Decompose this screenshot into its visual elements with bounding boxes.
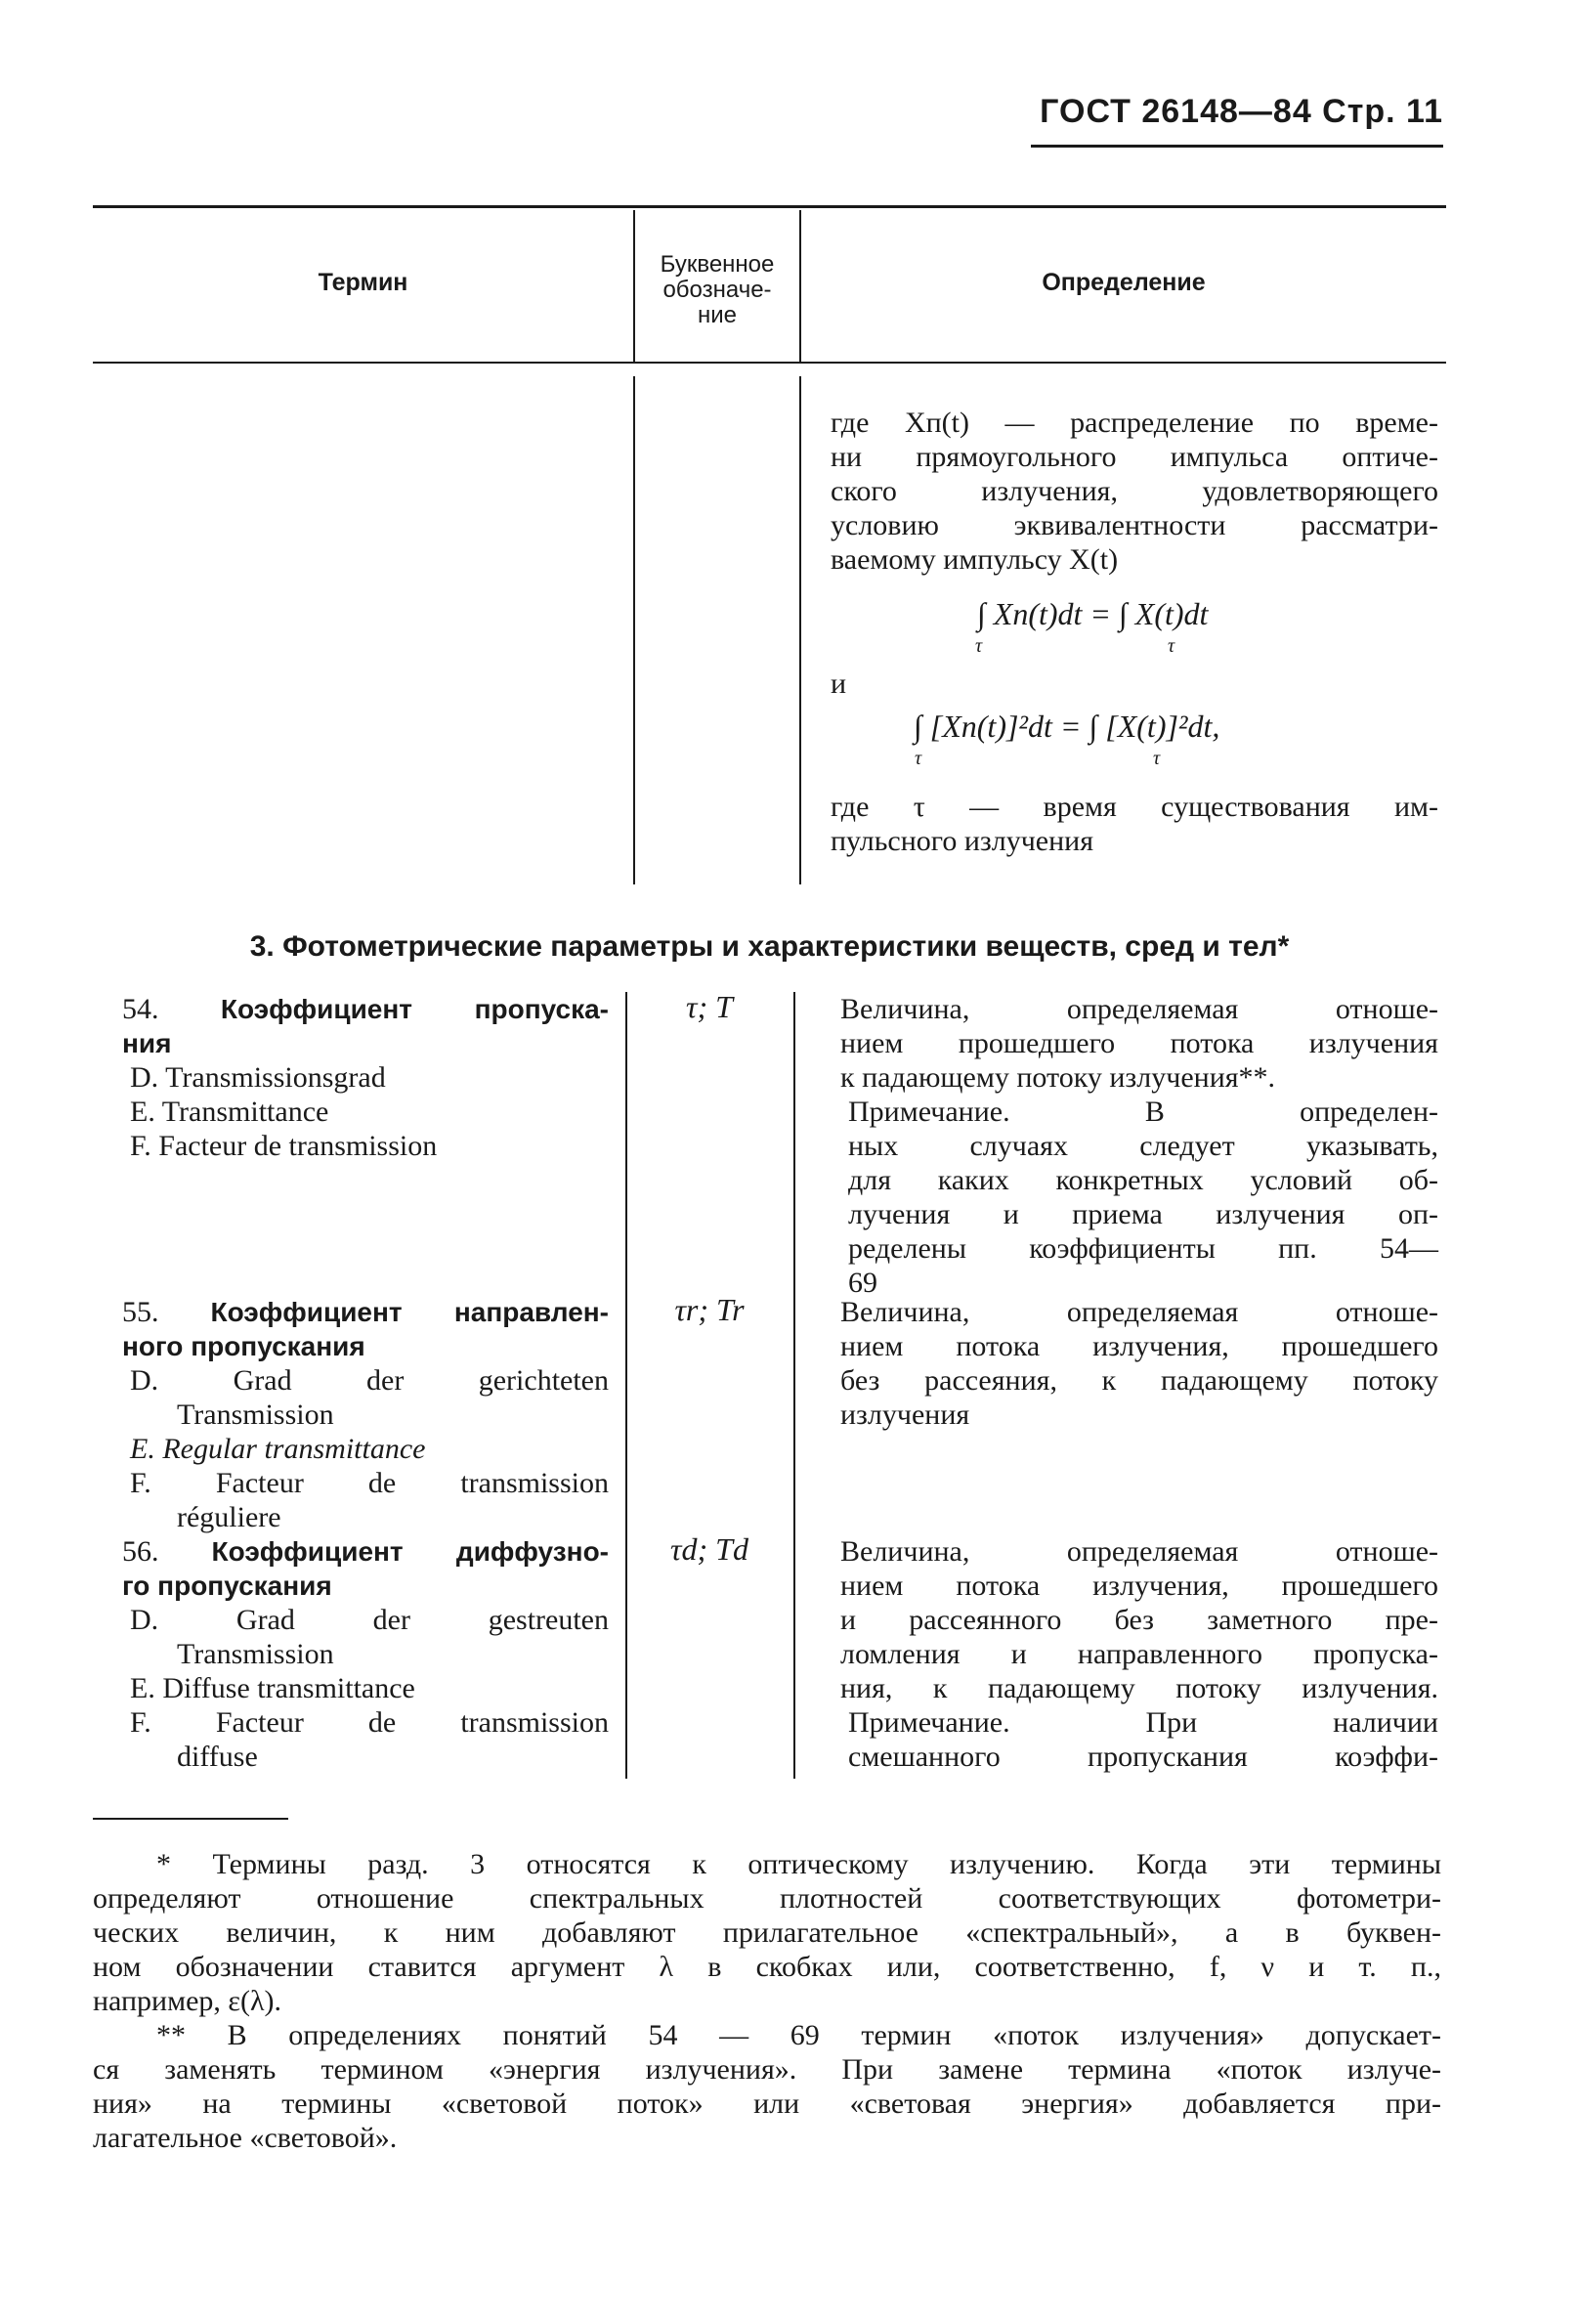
- table-header-rule: [93, 362, 1446, 364]
- translation-line: F. Facteur de transmission: [130, 1130, 438, 1162]
- definition-55: [840, 1295, 1438, 1432]
- column-divider-2: [799, 376, 801, 884]
- definition-56: [840, 1534, 1438, 1774]
- definition-line: ского излучения, удовлетворяющего: [831, 475, 1438, 507]
- term-title-line: [122, 1295, 609, 1329]
- definition-line: условию эквивалентности рассматри-: [831, 509, 1438, 541]
- translation-line: D. Grad der gestreuten: [130, 1604, 609, 1636]
- footnote-separator: [93, 1818, 288, 1820]
- column-divider-1: [633, 376, 635, 884]
- translation-line: F. Facteur de transmission: [130, 1467, 609, 1499]
- integral-limit: τ: [1153, 748, 1161, 769]
- formula-1: ∫ Xп(t)dt = ∫ X(t)dt: [977, 596, 1209, 631]
- term-number: 55.: [122, 1296, 211, 1328]
- definition-line: излучения: [840, 1399, 970, 1431]
- definition-line: Величина, определяемая отноше-: [840, 993, 1438, 1025]
- definition-line: где τ — время существования им-: [831, 791, 1438, 823]
- footnote-line: ческих величин, к ним добавляют прилагательное «спектральный», а в буквен-: [93, 1916, 1441, 1949]
- footnote-line: например, ε(λ).: [93, 1985, 282, 2017]
- footnote-line: ном обозначении ставится аргумент λ в скобках или, соответственно, f, ν и т. п.,: [93, 1951, 1441, 1983]
- translation-line: Transmission: [177, 1638, 334, 1670]
- footnote-line: ния» на термины «световой поток» или «световая энергия» добавляется при-: [93, 2087, 1441, 2120]
- note-line: Примечание. В определен-: [848, 1096, 1438, 1128]
- term-name: Коэффициент пропуска-: [220, 994, 610, 1024]
- term-title-line: ния: [122, 1028, 172, 1058]
- term-translations: [122, 1363, 609, 1534]
- definition-line: нием потока излучения, прошедшего: [840, 1330, 1438, 1362]
- translation-line: D. Grad der gerichteten: [130, 1364, 609, 1397]
- column-divider-1: [625, 992, 627, 1779]
- note-56: [840, 1705, 1438, 1774]
- term-name: Коэффициент диффузно-: [211, 1536, 610, 1567]
- footnote-1: [93, 1847, 1441, 2018]
- definition-line: пульсного излучения: [831, 825, 1094, 857]
- symbol-header-line: Буквенное: [660, 251, 775, 278]
- definition-line: ни прямоугольного импульса оптиче-: [831, 441, 1438, 473]
- definition-line: нием прошедшего потока излучения: [840, 1027, 1438, 1059]
- definition-line: к падающему потоку излучения**.: [840, 1061, 1276, 1094]
- term-name: Коэффициент направлен-: [210, 1297, 610, 1327]
- symbol-header-line: ние: [697, 302, 737, 328]
- term-55: [122, 1295, 609, 1534]
- and-word: и: [831, 667, 847, 700]
- term-title-line: ного пропускания: [122, 1331, 365, 1361]
- integral-limit: τ: [915, 748, 922, 769]
- footnote-line: * Термины разд. 3 относятся к оптическому излучению. Когда эти термины: [156, 1848, 1441, 1880]
- continued-definition: [831, 406, 1438, 577]
- note-line: Примечание. При наличии: [848, 1706, 1438, 1739]
- note-line: лучения и приема излучения оп-: [848, 1198, 1438, 1230]
- column-header-term: Термин: [318, 269, 408, 296]
- definition-line: где Xп(t) — распределение по време-: [831, 407, 1438, 439]
- formula-2: ∫ [Xп(t)]²dt = ∫ [X(t)]²dt,: [914, 709, 1220, 744]
- definition-line: ваемому импульсу X(t): [831, 543, 1119, 576]
- footnote-2: [93, 2018, 1441, 2155]
- term-translations: [122, 1603, 609, 1774]
- footnote-line: ся заменять термином «энергия излучения». При замене термина «поток излуче-: [93, 2053, 1441, 2086]
- term-title-line: го пропускания: [122, 1571, 332, 1601]
- footnote-line: ** В определениях понятий 54 — 69 термин «поток излучения» допускает-: [156, 2019, 1441, 2051]
- integral-limit: τ: [1168, 635, 1175, 657]
- section-title: [93, 928, 1446, 964]
- definition-line: Величина, определяемая отноше-: [840, 1535, 1438, 1568]
- footnote-line: определяют отношение спектральных плотностей соответствующих фотометри-: [93, 1882, 1441, 1915]
- translation-line: réguliere: [177, 1501, 281, 1533]
- note-line: для каких конкретных условий об-: [848, 1164, 1438, 1196]
- table-top-rule: [93, 205, 1446, 208]
- term-translations: [122, 1060, 609, 1163]
- note-line: 69: [848, 1267, 877, 1299]
- translation-line: F. Facteur de transmission: [130, 1706, 609, 1739]
- footnote-line: лагательное «световой».: [93, 2122, 398, 2154]
- term-title-line: [122, 1534, 609, 1569]
- symbol-header-line: обозначе-: [662, 277, 772, 303]
- term-title-line: [122, 992, 609, 1026]
- term-56: [122, 1534, 609, 1774]
- translation-line: E. Transmittance: [130, 1096, 329, 1128]
- note-line: ных случаях следует указывать,: [848, 1130, 1438, 1162]
- column-header-definition: Определение: [1042, 269, 1206, 296]
- section-title-text: 3. Фотометрические параметры и характеристики веществ, сред и тел*: [249, 930, 1290, 963]
- column-header-symbol: [635, 252, 799, 328]
- note-line: смешанного пропускания коэффи-: [848, 1741, 1438, 1773]
- note-54: [840, 1095, 1438, 1300]
- translation-line: Transmission: [177, 1399, 334, 1431]
- definition-line: без рассеяния, к падающему потоку: [840, 1364, 1438, 1397]
- header-rule: [1031, 145, 1443, 148]
- tau-explanation: [831, 790, 1438, 858]
- term-54: [122, 992, 609, 1163]
- column-divider-2: [793, 992, 795, 1779]
- symbol-55: τr; Tr: [674, 1292, 745, 1327]
- term-number: 54.: [122, 993, 221, 1025]
- translation-line: E. Diffuse transmittance: [130, 1672, 415, 1704]
- definition-line: нием потока излучения, прошедшего: [840, 1570, 1438, 1602]
- page-header: ГОСТ 26148—84 Стр. 11: [1040, 93, 1443, 130]
- definition-line: ния, к падающему потоку излучения.: [840, 1672, 1438, 1704]
- term-number: 56.: [122, 1535, 212, 1568]
- integral-limit: τ: [975, 635, 983, 657]
- translation-line: E. Regular transmittance: [130, 1433, 426, 1465]
- definition-line: ломления и направленного пропуска-: [840, 1638, 1438, 1670]
- symbol-54: τ; T: [686, 989, 733, 1024]
- definition-54: [840, 992, 1438, 1300]
- translation-line: D. Transmissionsgrad: [130, 1061, 386, 1094]
- note-line: ределены коэффициенты пп. 54—: [848, 1232, 1438, 1265]
- symbol-56: τd; Td: [670, 1531, 748, 1567]
- definition-line: и рассеянного без заметного пре-: [840, 1604, 1438, 1636]
- translation-line: diffuse: [177, 1741, 258, 1773]
- definition-line: Величина, определяемая отноше-: [840, 1296, 1438, 1328]
